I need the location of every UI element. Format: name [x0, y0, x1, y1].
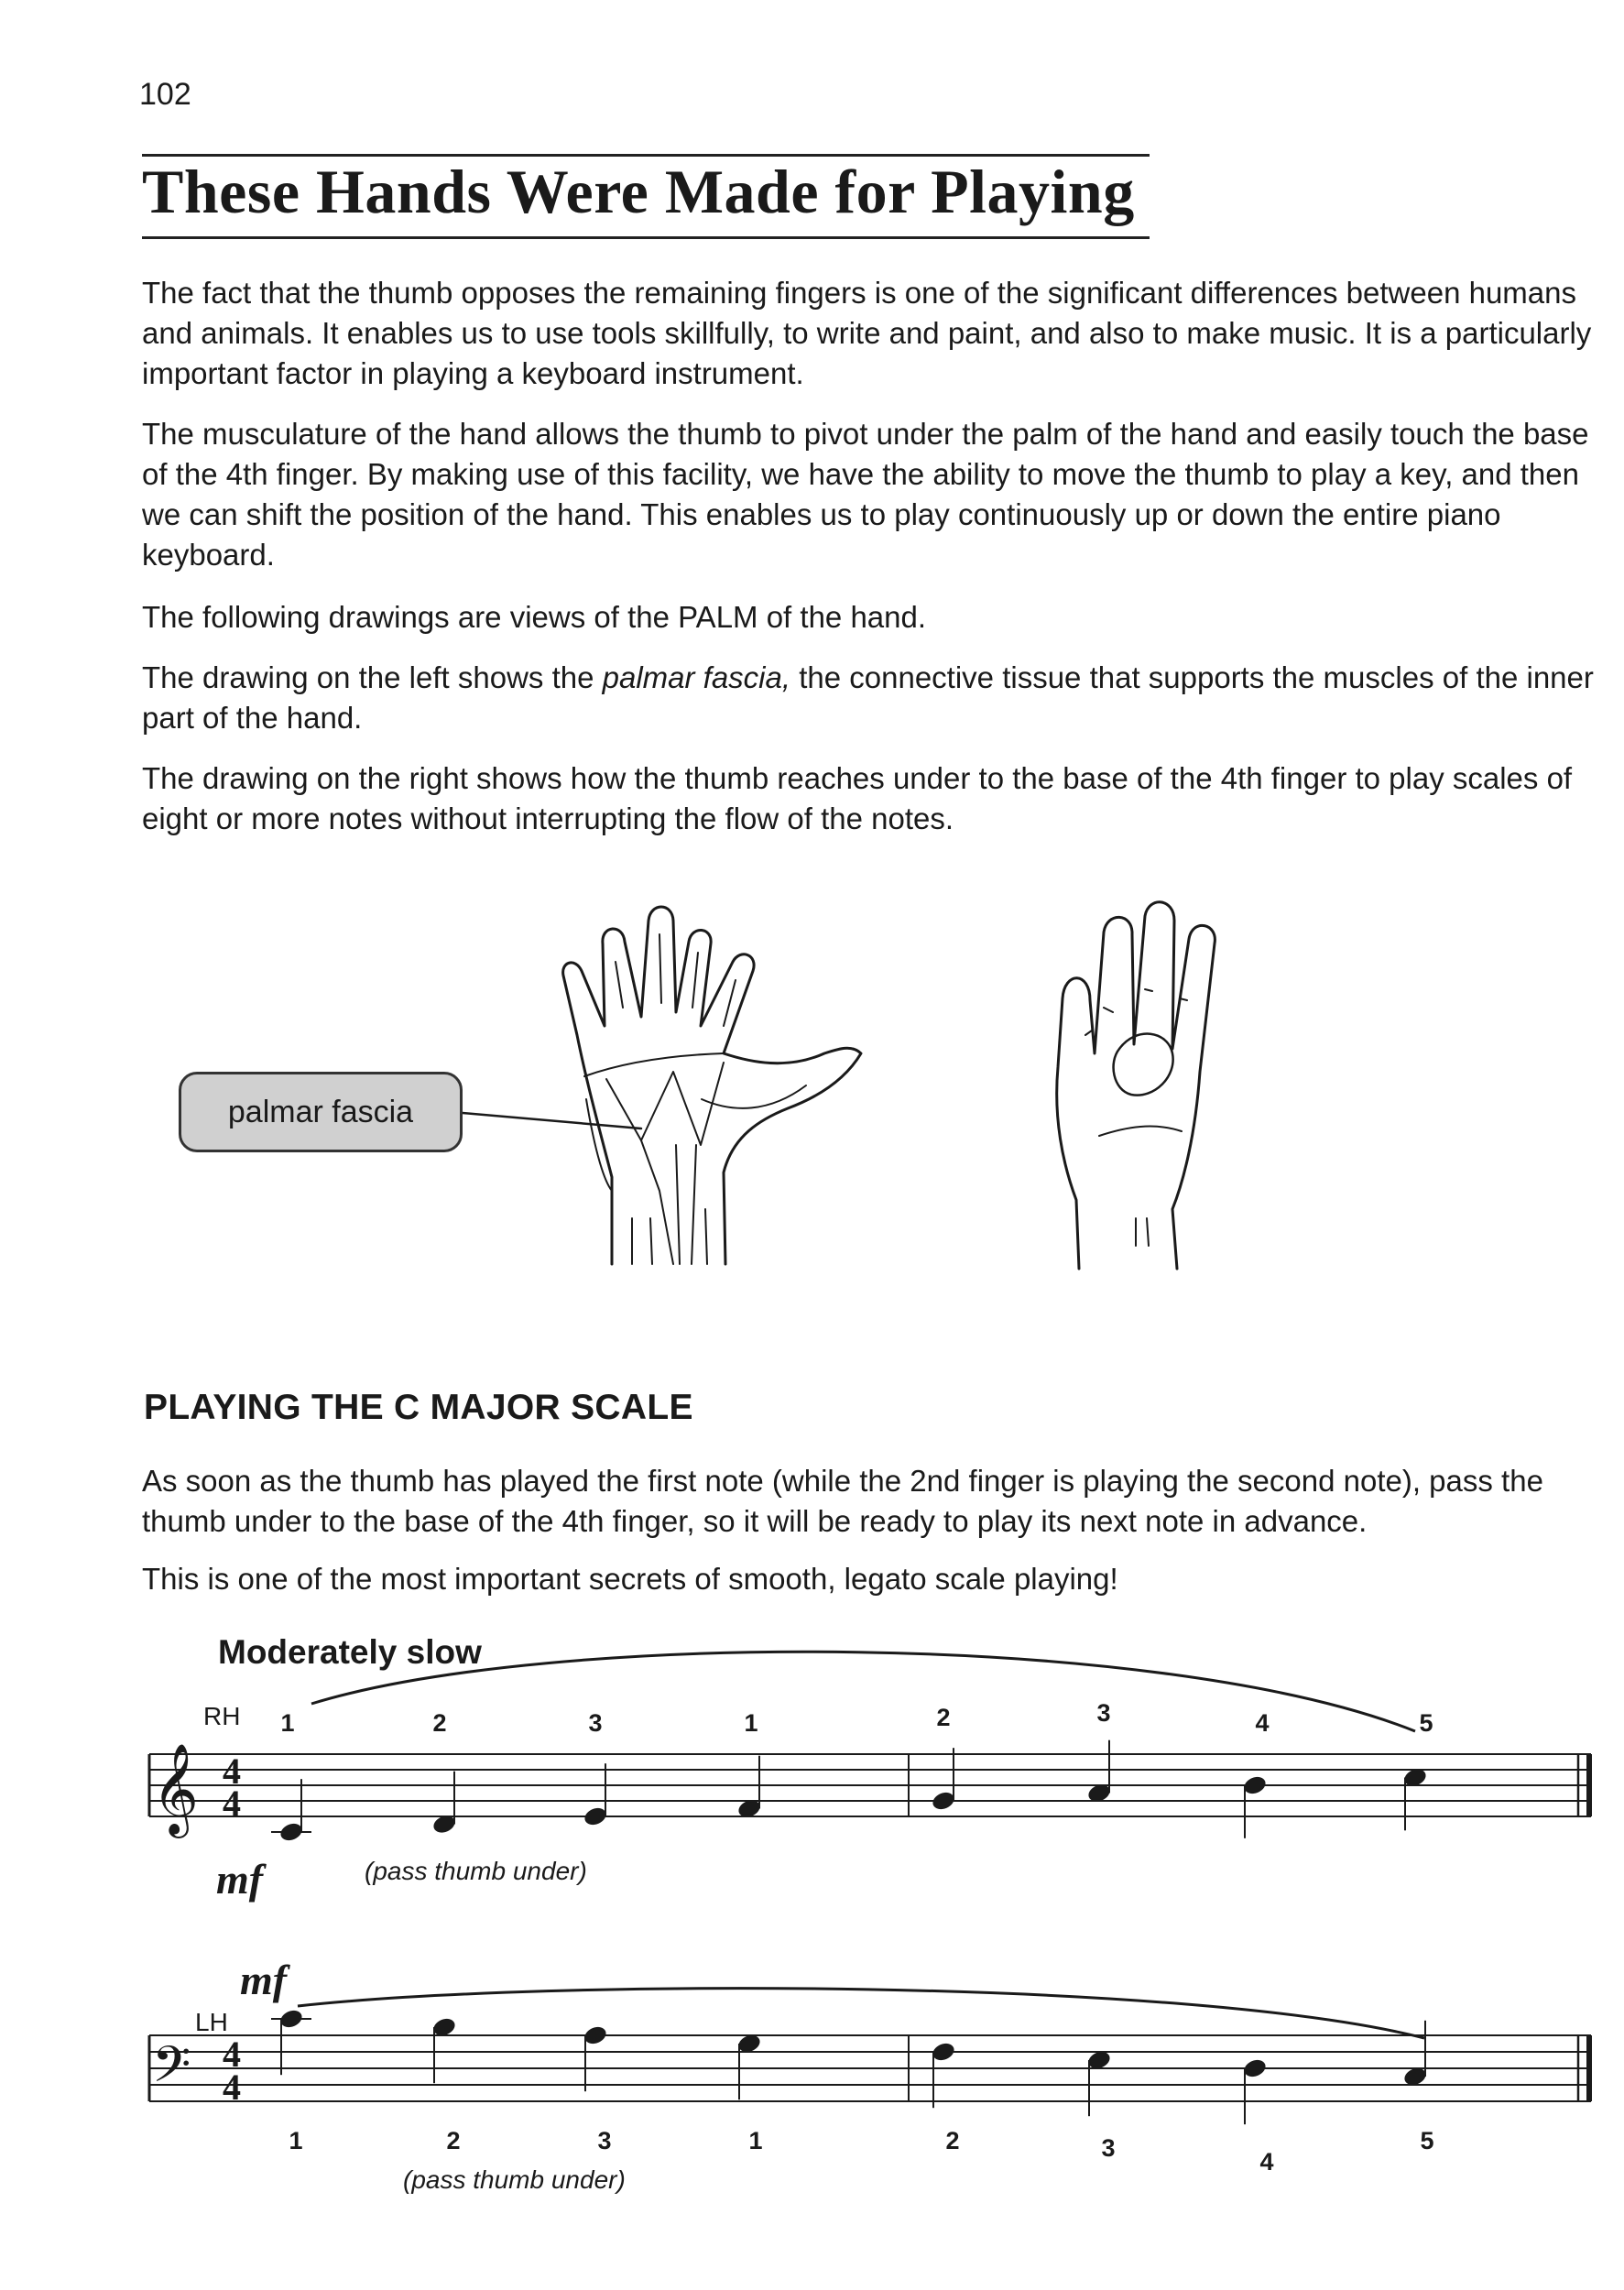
treble-staff: [149, 1754, 1591, 1816]
right-hand-slur: [311, 1652, 1415, 1731]
lh-fingering: 3: [1101, 2134, 1116, 2162]
paragraph-3: The following drawings are views of the PALM of the hand.: [142, 600, 927, 634]
section-paragraph-2: This is one of the most important secrets of smooth, legato scale playing!: [142, 1562, 1118, 1596]
section-paragraph-1: As soon as the thumb has played the first note (while the 2nd finger is playing the second note), pass the thumb under to the base of the 4th finger, so it will be ready to play its next note in advance.: [142, 1464, 1543, 1538]
rh-fingering: 4: [1255, 1709, 1270, 1737]
time-signature-bottom: 4: [223, 2066, 241, 2108]
left-hand-instruction: (pass thumb under): [403, 2165, 626, 2194]
left-hand-label: LH: [195, 2008, 228, 2036]
bass-clef-icon: 𝄢: [152, 2035, 191, 2106]
time-signature-top: 4: [223, 2034, 241, 2075]
rh-fingering: 2: [936, 1704, 951, 1731]
paragraph-2: The musculature of the hand allows the thumb to pivot under the palm of the hand and easily touch the base of the 4th finger. By making use of this facility, we have the ability to move the thumb to play a key, and then we can shift the position of the hand. This enables us to play continuously up or down the entire piano keyboard.: [142, 417, 1589, 572]
lh-fingering: 5: [1420, 2127, 1434, 2154]
lh-fingering: 2: [446, 2127, 461, 2154]
left-hand-notes: [271, 2008, 1428, 2125]
palmar-fascia-term: palmar fascia,: [602, 660, 791, 694]
section-heading: PLAYING THE C MAJOR SCALE: [144, 1388, 693, 1427]
page-number: 102: [139, 77, 191, 112]
lh-fingering: 4: [1259, 2148, 1274, 2176]
time-signature-treble: [223, 1750, 241, 1824]
lh-fingering: 3: [597, 2127, 612, 2154]
rh-fingering: 2: [432, 1709, 447, 1737]
paragraph-5: The drawing on the right shows how the thumb reaches under to the base of the 4th finger to play scales of eight or more notes without interrupting the flow of the notes.: [142, 761, 1573, 835]
lh-fingering: 1: [748, 2127, 763, 2154]
time-signature-top: 4: [223, 1750, 241, 1792]
right-hand-dynamic: mf: [216, 1856, 264, 1903]
rh-fingering: 1: [744, 1709, 758, 1737]
left-hand-slur: [298, 1989, 1424, 2038]
right-hand-instruction: (pass thumb under): [365, 1857, 587, 1885]
left-hand-dynamic: mf: [240, 1957, 288, 2003]
palmar-fascia-callout: palmar fascia: [179, 1072, 463, 1152]
bass-staff: [149, 2035, 1591, 2101]
right-hand-notes: [271, 1740, 1428, 1844]
lh-fingering: 1: [289, 2127, 303, 2154]
tempo-marking: Moderately slow: [218, 1633, 482, 1671]
paragraph-4-end: the connective tissue that supports the muscles of the inner part of the hand.: [142, 660, 1594, 735]
rh-fingering: 3: [1096, 1699, 1111, 1727]
rh-fingering: 3: [588, 1709, 603, 1737]
rh-fingering: 5: [1419, 1709, 1433, 1737]
paragraph-1: The fact that the thumb opposes the remaining fingers is one of the significant differences between humans and animals. It enables us to use tools skillfully, to write and paint, and also to make music. It is a particularly important factor in playing a keyboard instrument.: [142, 276, 1592, 390]
right-hand-label: RH: [203, 1702, 241, 1730]
page-title: These Hands Were Made for Playing: [142, 157, 1135, 226]
rh-fingering: 1: [280, 1709, 295, 1737]
lh-fingering: 2: [945, 2127, 960, 2154]
time-signature-bass: [223, 2034, 241, 2108]
time-signature-bottom: 4: [223, 1783, 241, 1824]
paragraph-4-start: The drawing on the left shows the: [142, 660, 603, 694]
treble-clef-icon: 𝄞: [152, 1743, 199, 1835]
